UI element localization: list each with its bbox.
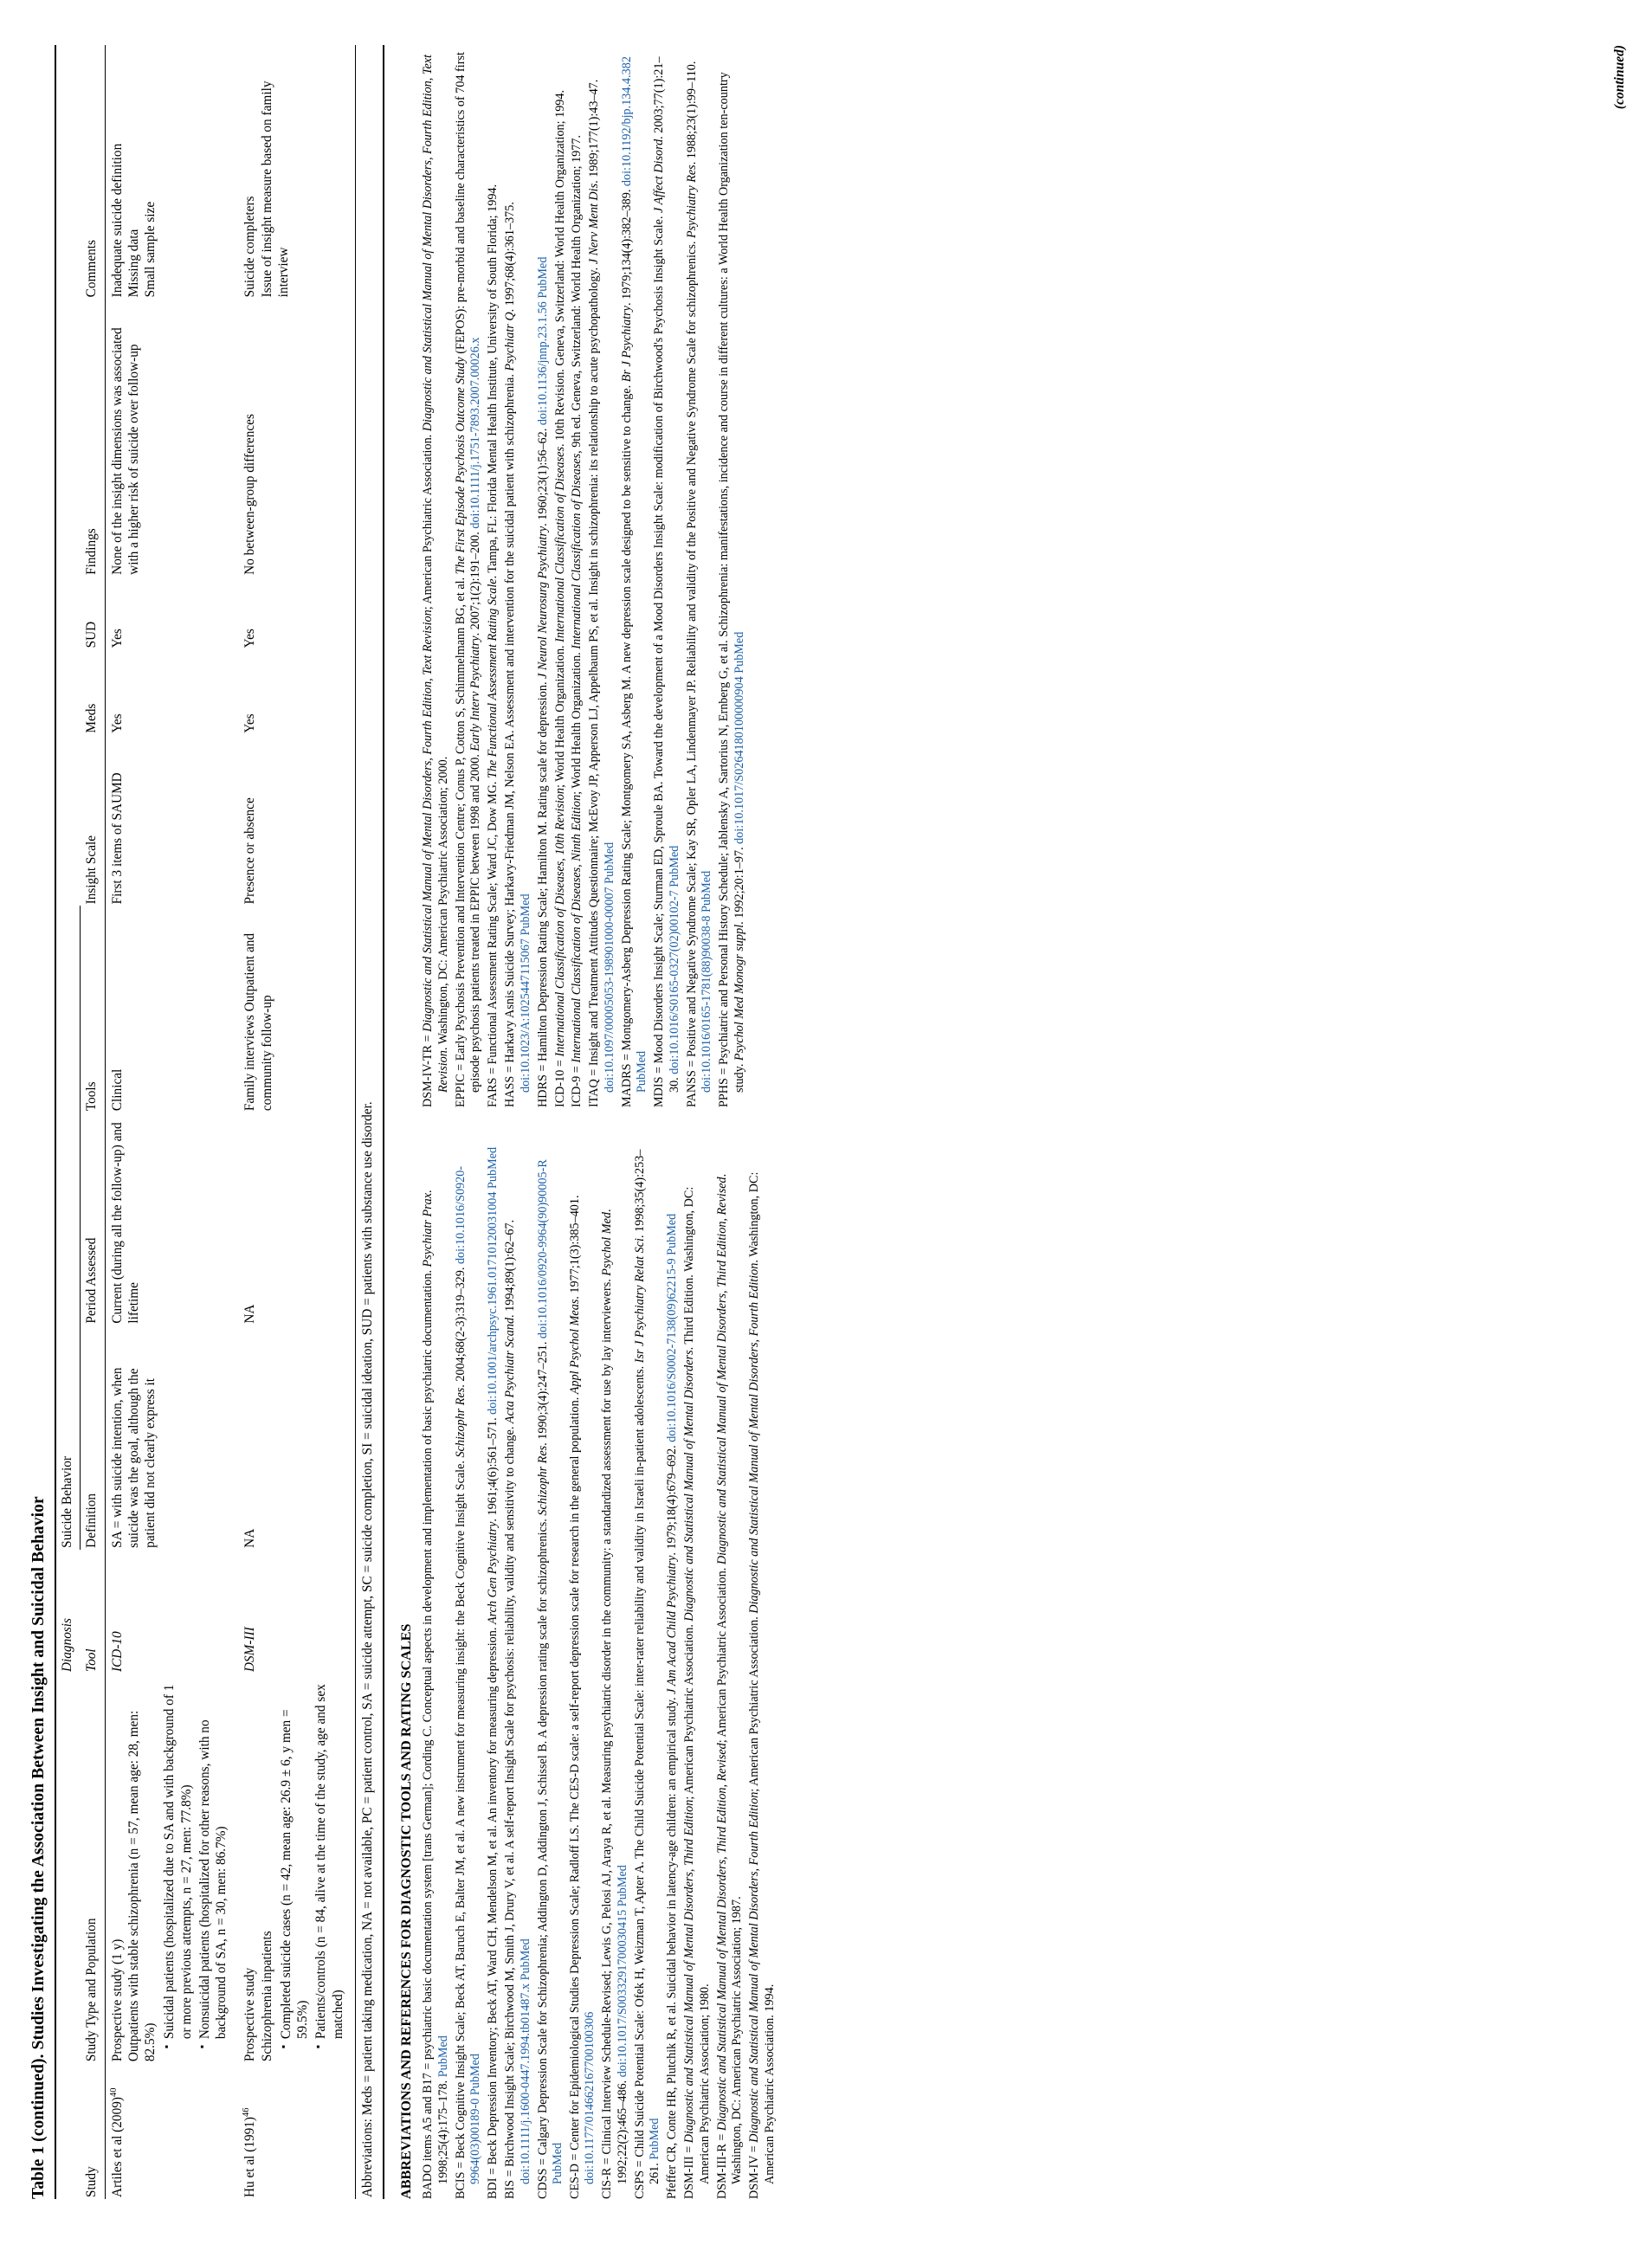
reference-item: DSM-III = Diagnostic and Statistical Manual of Mental Disorders, Third Edition; American Psychiatric Association. Diagnostic and Statistical Manual of Mental Disorders. Third Edition. Washington, DC: American Psychiatric Association; 1980.	[682, 1186, 712, 2199]
col-period: Period Assessed	[84, 1237, 100, 1324]
population-sub-1: Outpatients with stable schizophrenia (n = 57, mean age: 28, men: 82.5%)	[126, 1710, 158, 2062]
cell-study	[106, 2063, 239, 2199]
reference-item: FARS = Functional Assessment Rating Scale; Ward JC, Dow MG. The Functional Assessment Rating Scale. Tampa, FL: Florida Mental Health Institute, University of South Florida; 1994.	[486, 184, 500, 1107]
cell-comments	[238, 45, 355, 299]
col-study: Study	[83, 2166, 99, 2197]
table-abbreviations-row	[356, 45, 384, 2199]
reference-item: CDSS = Calgary Depression Scale for Schizophrenia; Addington D, Addington J, Schissel B. A depression rating scale for schizophrenics. Schizophr Res. 1990;3(4):247–251. doi:10.1016/0920-9964(90)90005-R PubMed	[535, 1159, 565, 2199]
journal-page	[29, 45, 1628, 2199]
cell-findings: None of the insight dimensions was associated with a higher risk of suicide over follow-up	[109, 327, 141, 575]
col-insight-scale: Insight Scale	[83, 835, 99, 905]
reference-item: BADO items A5 and B17 = psychiatric basic documentation system [trans German]; Cording C. Conceptual aspects in development and implementation of basic psychiatric documentation. Psychiatr Prax. 1998;25(4):175–178. PubMed	[421, 1190, 450, 2199]
cell-sud: Yes	[242, 629, 258, 648]
reference-item: CIS-R = Clinical Interview Schedule-Revised; Lewis G, Pelosi AJ, Araya R, et al. Measuring psychiatric disorder in the community: a standardized assessment for use by lay interviewers. Psychol Med. 1992;22(2):465–486. doi:10.1017/S0033291700030415 PubMed	[600, 1209, 629, 2199]
references-heading: ABBREVIATIONS AND REFERENCES FOR DIAGNOSTIC TOOLS AND RATING SCALES	[398, 1623, 415, 2199]
comment-line: Issue of insight measure based on family interview	[259, 81, 291, 298]
table-title: Table 1 (continued). Studies Investigating the Association Between Insight and Suicidal Behavior	[29, 1496, 48, 2199]
reference-item: DSM-IV-TR = Diagnostic and Statistical Manual of Mental Disorders, Fourth Edition, Text Revision; American Psychiatric Association. Diagnostic and Statistical Manual of Mental Disorders, Fourth Edition, Text Revision. Washington, DC: American Psychiatric Association; 2000.	[421, 55, 450, 1107]
comment-line: Small sample size	[143, 201, 158, 298]
study-ref-2: 46	[242, 2107, 252, 2117]
cell-meds: Yes	[109, 713, 125, 733]
cell-insight-scale: Presence or absence	[242, 797, 258, 905]
reference-item: ICD-9 = International Classification of Diseases, Ninth Edition; World Health Organization. International Classification of Diseases, 9th ed. Geneva, Switzerland: World Health Organization; 1977.	[570, 134, 584, 1107]
cell-definition: SA = with suicide intention, when suicide was the goal, although the patient did not clearly express it	[109, 1367, 158, 1548]
list-item: ▪ Nonsuicidal patients (hospitalized for other reasons, with no background of SA, n = 30, men: 86.7%)	[197, 1680, 230, 2048]
reference-item: DSM-IV = Diagnostic and Statistical Manual of Mental Disorders, Fourth Edition; American Psychiatric Association. Diagnostic and Statistical Manual of Mental Disorders, Fourth Edition. Washington, DC: American Psychiatric Association. 1994.	[747, 1171, 777, 2199]
col-definition: Definition	[84, 1493, 100, 1548]
population-bullets-1	[161, 1680, 229, 2061]
col-findings: Findings	[83, 528, 99, 575]
reference-item: PANSS = Positive and Negative Syndrome Scale; Kay SR, Opler LA, Lindenmayer JP. Reliability and validity of the Positive and Negative Syndrome Scale for schizophrenics. Psychiatry Res. 1988;23(1):99–110. doi:10.1016/0165-1781(88)90038-8 PubMed	[684, 61, 714, 1107]
reference-item: BDI = Beck Depression Inventory; Beck AT, Ward CH, Mendelson M, et al. An inventory for measuring depression. Arch Gen Psychiatry. 1961;4(6):561–571. doi:10.1001/archpsyc.1961.01710120031004 PubMed	[486, 1146, 500, 2199]
reference-item: EPPIC = Early Psychosis Prevention and Intervention Centre; Conus P, Cotton S, Schimmelmann BG, et al. The First Episode Psychosis Outcome Study (FEPOS): pre-morbid and baseline characteristics of 704 first episode psychosis patients treated in EPPIC between 1998 and 2000. Early Interv Psychiatry. 2007;1(2):191–200. doi:10.1111/j.1751-7893.2007.00026.x	[453, 52, 483, 1107]
cell-findings: No between-group differences	[242, 414, 258, 575]
reference-item: BCIS = Beck Cognitive Insight Scale; Beck AT, Baruch E, Balter JM, et al. A new instrument for measuring insight: the Beck Cognitive Insight Scale. Schizophr Res. 2004;68(2-3):319–329. doi:10.1016/S0920-9964(03)00189-0 PubMed	[453, 1165, 483, 2199]
table-row	[238, 45, 355, 2199]
col-diagnosis-tool: Tool	[83, 1648, 99, 1673]
table-body	[105, 45, 384, 2199]
cell-period: Current (during all the follow-up) and lifetime	[109, 1122, 141, 1324]
reference-item: BIS = Birchwood Insight Scale; Birchwood M, Smith J, Drury V, et al. A self-report Insight Scale for psychosis: reliability, validity and sensitivity to change. Acta Psychiatr Scand. 1994;89(1):62–67. doi:10.1111/j.1600-0447.1994.tb01487.x PubMed	[503, 1219, 532, 2199]
reference-item: ICD-10 = International Classification of Diseases, 10th Revision; World Health Organization. International Classification of Diseases. 10th Revision. Geneva, Switzerland: World Health Organization; 1994.	[552, 89, 567, 1107]
reference-item: HASS = Harkavy Asnis Suicide Survey; Harkavy-Friedman JM, Nelson EA. Assessment and intervention for the suicidal patient with schizophrenia. Psychiatr Q. 1997;68(4):361–375. doi:10.1023/A:1025447115067 PubMed	[503, 202, 532, 1107]
cell-period: NA	[242, 1304, 258, 1324]
reference-item: PPHS = Psychiatric and Personal History Schedule; Jablensky A, Sartorius N, Ernberg G, et al. Schizophrenia: manifestations, incidence and course in different cultures: a World Health Organization ten-country study. Psychol Med Monogr suppl. 1992;20:1–97. doi:10.1017/S0264180100000904 PubMed	[717, 72, 746, 1107]
cell-tools: Family interviews Outpatient and community follow-up	[242, 932, 274, 1112]
population-lead-1: Prospective study (1 y)	[109, 1938, 125, 2062]
comment-line: Inadequate suicide definition	[109, 143, 125, 298]
cell-sud: Yes	[109, 629, 125, 648]
study-name-1: Artiles et al (2009)	[109, 2097, 125, 2197]
diagnosis-tool-header-line1: Diagnosis	[60, 1617, 74, 1673]
suicide-behavior-group-header: Suicide Behavior	[56, 906, 81, 1549]
cell-diagnosis-tool: DSM-III	[242, 1627, 258, 1673]
reference-item: CES-D = Center for Epidemiological Studies Depression Scale; Radloff LS. The CES-D scale: a self-report depression scale for research in the general population. Appl Psychol Meas. 1977;1(3):385–401. doi:10.1177/014662167700100306	[567, 1195, 597, 2199]
table-abbreviations: Abbreviations: Meds = patient taking medication, NA = not available, PC = patient control, SA = suicide attempt, SC = suicide completion, SI = suicidal ideation, SUD = patients with substance use disorder.	[359, 1101, 375, 2197]
col-meds: Meds	[83, 703, 99, 733]
table-header	[56, 45, 105, 2199]
reference-item: MDIS = Mood Disorders Insight Scale; Sturman ED, Sproule BA. Toward the development of a Mood Disorders Insight Scale: modification of Birchwood's Psychosis Insight Scale. J Affect Disord. 2003;77(1):21–30. doi:10.1016/S0165-0327(02)00102-7 PubMed	[652, 56, 681, 1107]
study-name-2: Hu et al (1991)	[242, 2116, 258, 2197]
cell-tools: Clinical	[109, 1068, 125, 1112]
col-population: Study Type and Population	[83, 1918, 99, 2062]
comment-line: Suicide completers	[242, 196, 258, 298]
cell-diagnosis-tool: ICD-10	[109, 1631, 125, 1673]
reference-item: Pfeffer CR, Conte HR, Plutchik R, et al. Suicidal behavior in latency-age children: an empirical study. J Am Acad Child Psychiatry. 1979;18(4):679–692. doi:10.1016/S0002-7138(09)62215-9 PubMed	[665, 1213, 680, 2199]
comment-line: Missing data	[126, 229, 141, 298]
cell-meds: Yes	[242, 713, 258, 733]
list-item: ▪ Suicidal patients (hospitalized due to SA and with background of 1 or more previous attempts, n = 27, men: 77.8%)	[161, 1680, 195, 2048]
references-section	[392, 45, 1628, 2199]
reference-item: MADRS = Montgomery-Asberg Depression Rating Scale; Montgomery SA, Asberg M. A new depression scale designed to be sensitive to change. Br J Psychiatry. 1979;134(4):382–389. doi:10.1192/bjp.134.4.382 PubMed	[619, 56, 649, 1107]
list-item: ▪ Patients/controls (n = 84, alive at the time of the study, age and sex matched)	[313, 1680, 346, 2048]
list-item: ▪ Completed suicide cases (n = 42, mean age: 26.9 ± 6, y men = 59.5%)	[278, 1680, 312, 2048]
population-lead-2: Prospective study	[242, 1967, 258, 2062]
cell-definition: NA	[242, 1528, 258, 1548]
col-tools: Tools	[84, 1081, 100, 1112]
continued-label: (continued)	[1612, 45, 1627, 110]
studies-table	[56, 45, 384, 2199]
reference-item: ITAQ = Insight and Treatment Attitudes Questionnaire; McEvoy JP, Apperson LJ, Appelbaum PS, et al. Insight in schizophrenia: its relationship to acute psychopathology. J Nerv Ment Dis. 1989;177(1):43–47. doi:10.1097/00005053-198901000-00007 PubMed	[587, 79, 616, 1107]
study-ref-1: 40	[108, 2087, 119, 2098]
references-list	[421, 45, 1607, 2199]
cell-population	[106, 1674, 239, 2063]
reference-item: CSPS = Child Suicide Potential Scale: Ofek H, Weizman T, Apter A. The Child Suicide Potential Scale: inter-rater reliability and validity in Israeli in-patient adolescents. Isr J Psychiatry Relat Sci. 1998;35(4):253–261. PubMed	[632, 1149, 662, 2199]
reference-item: HDRS = Hamilton Depression Rating Scale; Hamilton M. Rating scale for depression. J Neurol Neurosurg Psychiatry. 1960;23(1):56–62. doi:10.1136/jnnp.23.1.56 PubMed	[535, 256, 550, 1107]
col-comments: Comments	[83, 240, 99, 298]
table-group-header-row	[56, 45, 81, 2199]
cell-insight-scale: First 3 items of SAUMD	[109, 772, 125, 905]
table-row	[106, 45, 239, 2199]
cell-population	[238, 1674, 355, 2063]
cell-study	[238, 2063, 355, 2199]
reference-item: DSM-III-R = Diagnostic and Statistical Manual of Mental Disorders, Third Edition, Revised; American Psychiatric Association. Diagnostic and Statistical Manual of Mental Disorders, Third Edition, Revised. Washington, DC: American Psychiatric Association; 1987.	[714, 1173, 745, 2199]
cell-comments	[106, 45, 239, 299]
population-sub-2: Schizophrenia inpatients	[259, 1931, 274, 2062]
col-sud: SUD	[83, 621, 99, 648]
table-column-header-row	[81, 45, 105, 2199]
population-bullets-2	[278, 1680, 346, 2061]
